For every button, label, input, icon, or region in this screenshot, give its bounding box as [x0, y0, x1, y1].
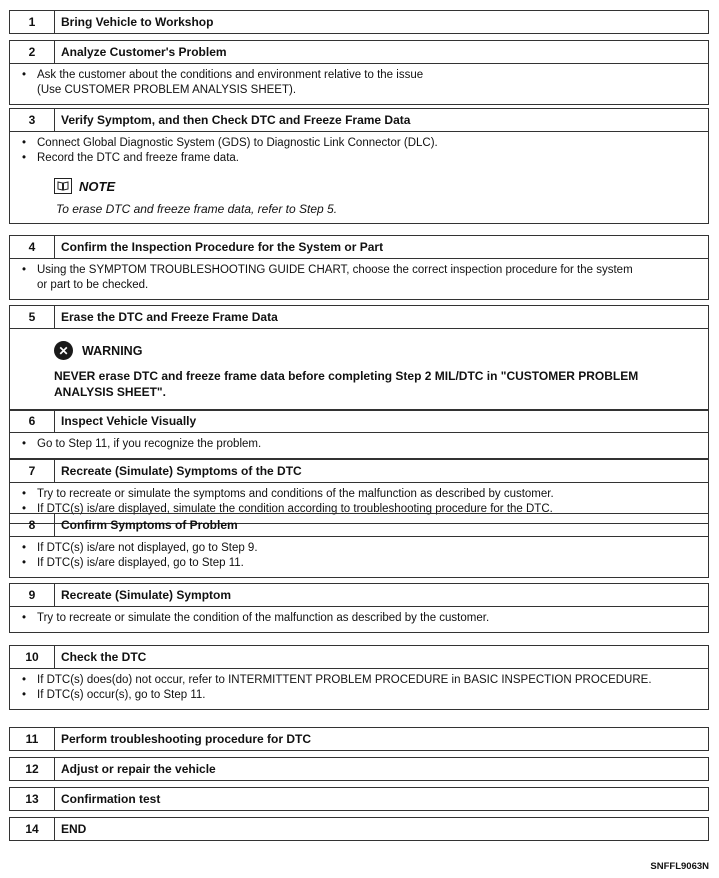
step-header — [10, 109, 708, 131]
bullet-item — [16, 541, 702, 556]
bullet-icon: • — [22, 264, 27, 276]
bullet-text: Go to Step 11, if you recognize the problem. — [37, 438, 262, 450]
step-body — [10, 258, 708, 299]
step-body — [10, 536, 708, 577]
step-number: 8 — [10, 514, 55, 536]
step-header — [10, 584, 708, 606]
step-title: Erase the DTC and Freeze Frame Data — [61, 310, 278, 324]
warning-text: NEVER erase DTC and freeze frame data before completing Step 2 MIL/DTC in "CUSTOMER PROBLEM ANALYSIS SHEET". — [54, 369, 639, 399]
bullet-icon: • — [22, 152, 27, 164]
step-9 — [9, 583, 709, 633]
step-title: Adjust or repair the vehicle — [61, 762, 216, 776]
note-text: To erase DTC and freeze frame data, refer to Step 5. — [56, 202, 338, 216]
figure-code: SNFFL9063N — [650, 861, 709, 872]
bullet-text: Record the DTC and freeze frame data. — [37, 152, 239, 164]
step-number: 3 — [10, 109, 55, 131]
step-13 — [9, 787, 709, 811]
bullet-text: Using the SYMPTOM TROUBLESHOOTING GUIDE CHART, choose the correct inspection procedure for the system or part to be checked. — [37, 264, 633, 291]
step-number: 1 — [10, 11, 55, 33]
bullet-icon: • — [22, 612, 27, 624]
step-header — [10, 410, 708, 432]
bullet-text: Ask the customer about the conditions and environment relative to the issue (Use CUSTOMER PROBLEM ANALYSIS SHEET). — [37, 69, 424, 96]
step-title: END — [61, 822, 87, 836]
bullet-item — [16, 151, 702, 166]
step-header — [10, 728, 708, 750]
bullet-text: If DTC(s) is/are displayed, go to Step 11. — [37, 557, 244, 569]
step-number: 9 — [10, 584, 55, 606]
bullet-icon: • — [22, 503, 27, 515]
bullet-text: If DTC(s) occur(s), go to Step 11. — [37, 689, 206, 701]
x-circle-icon: ✕ — [54, 341, 73, 360]
bullet-item — [16, 688, 702, 703]
step-header — [10, 788, 708, 810]
step-header — [10, 758, 708, 780]
step-title: Check the DTC — [61, 650, 147, 664]
bullet-item — [16, 611, 702, 626]
step-header — [10, 236, 708, 258]
step-number: 14 — [10, 818, 55, 840]
warning-label: WARNING — [82, 343, 143, 358]
step-title: Bring Vehicle to Workshop — [61, 15, 214, 29]
bullet-icon: • — [22, 689, 27, 701]
step-number: 6 — [10, 410, 55, 432]
step-header — [10, 41, 708, 63]
note-label: NOTE — [79, 178, 116, 194]
bullet-icon: • — [22, 137, 27, 149]
step-body — [10, 432, 708, 458]
step-body — [10, 131, 708, 223]
bullet-text: If DTC(s) is/are not displayed, go to Step 9. — [37, 542, 258, 554]
step-12 — [9, 757, 709, 781]
step-header — [10, 514, 708, 536]
step-number: 12 — [10, 758, 55, 780]
step-4 — [9, 235, 709, 300]
step-header — [10, 818, 708, 840]
step-title: Recreate (Simulate) Symptoms of the DTC — [61, 464, 302, 478]
step-10 — [9, 645, 709, 710]
book-icon — [54, 178, 72, 194]
step-title: Recreate (Simulate) Symptom — [61, 588, 232, 602]
step-title: Verify Symptom, and then Check DTC and Freeze Frame Data — [61, 113, 411, 127]
step-body — [10, 63, 708, 104]
step-1 — [9, 10, 709, 34]
step-number: 10 — [10, 646, 55, 668]
step-6 — [9, 409, 709, 459]
step-14 — [9, 817, 709, 841]
step-2 — [9, 40, 709, 105]
bullet-item — [16, 437, 702, 452]
step-header — [10, 646, 708, 668]
warning-block — [10, 328, 708, 410]
step-number: 2 — [10, 41, 55, 63]
bullet-text: Try to recreate or simulate the symptoms and conditions of the malfunction as described by customer. — [37, 488, 554, 500]
bullet-item — [16, 487, 702, 502]
bullet-icon: • — [22, 674, 27, 686]
note-header — [54, 178, 702, 194]
bullet-text: Try to recreate or simulate the condition of the malfunction as described by the customer. — [37, 612, 490, 624]
step-number: 11 — [10, 728, 55, 750]
step-3 — [9, 108, 709, 224]
step-number: 5 — [10, 306, 55, 328]
step-number: 13 — [10, 788, 55, 810]
step-title: Confirmation test — [61, 792, 161, 806]
step-body — [10, 606, 708, 632]
step-5 — [9, 305, 709, 411]
bullet-text: If DTC(s) does(do) not occur, refer to INTERMITTENT PROBLEM PROCEDURE in BASIC INSPECTION PROCEDURE. — [37, 674, 652, 686]
bullet-text: If DTC(s) is/are displayed, simulate the condition according to troubleshooting procedure for the DTC. — [37, 503, 553, 515]
step-title: Confirm Symptoms of Problem — [61, 518, 238, 532]
step-title: Analyze Customer's Problem — [61, 45, 227, 59]
bullet-icon: • — [22, 438, 27, 450]
step-number: 4 — [10, 236, 55, 258]
bullet-item — [16, 556, 702, 571]
step-header — [10, 306, 708, 328]
step-header — [10, 460, 708, 482]
step-body — [10, 668, 708, 709]
step-11 — [9, 727, 709, 751]
bullet-item — [16, 263, 702, 293]
bullet-item — [16, 673, 702, 688]
step-title: Inspect Vehicle Visually — [61, 414, 197, 428]
bullet-icon: • — [22, 488, 27, 500]
bullet-item — [16, 68, 702, 98]
bullet-icon: • — [22, 557, 27, 569]
bullet-icon: • — [22, 69, 27, 81]
step-title: Perform troubleshooting procedure for DTC — [61, 732, 312, 746]
bullet-item — [16, 136, 702, 151]
bullet-text: Connect Global Diagnostic System (GDS) to Diagnostic Link Connector (DLC). — [37, 137, 438, 149]
step-title: Confirm the Inspection Procedure for the System or Part — [61, 240, 384, 254]
step-number: 7 — [10, 460, 55, 482]
step-header — [10, 11, 708, 33]
bullet-icon: • — [22, 542, 27, 554]
warning-header — [54, 341, 698, 360]
step-8 — [9, 513, 709, 578]
